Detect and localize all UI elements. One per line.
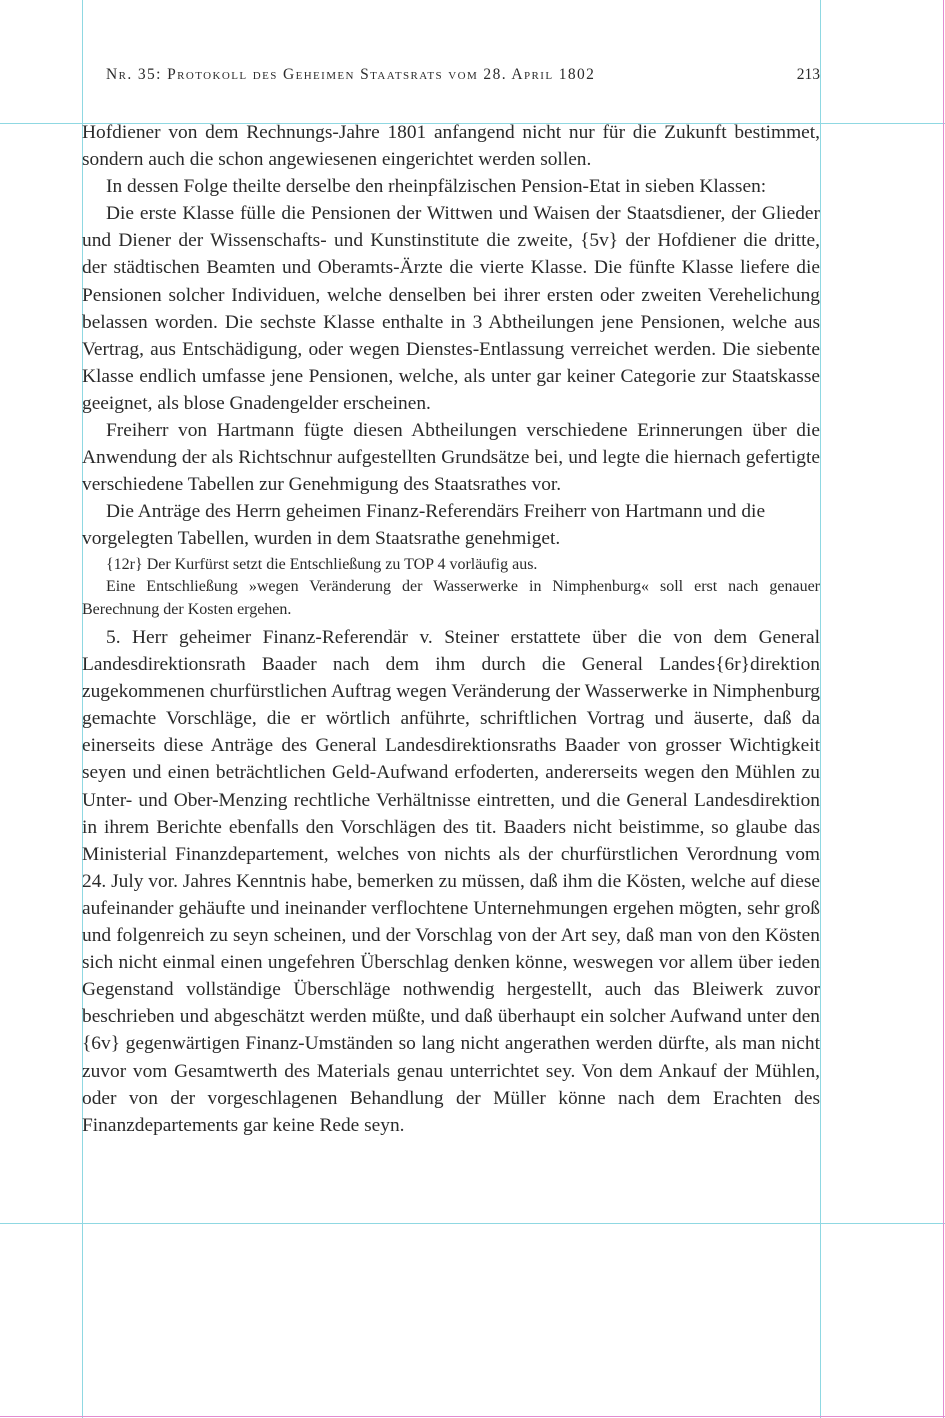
right-margin-guide (820, 0, 821, 1418)
paragraph-hartmann-remarks: Freiherr von Hartmann fügte diesen Abtheilungen verschiedene Erinnerungen über die Anwendung der als Richtschnur aufgestellten Grundsätze bei, und legte die hiernach gefertigte verschiedene Tabellen zur Genehmigung des Staatsrathes vor. (82, 420, 820, 496)
paragraph-pension-classes-intro: In dessen Folge theilte derselbe den rheinpfälzischen Pension-Etat in sieben Klassen: (106, 176, 767, 198)
paragraph-approval: Die Anträge des Herrn geheimen Finanz-Referendärs Freiherr von Hartmann und die vorgelegten Tabellen, wurden in dem Staatsrathe genehmiget. (82, 501, 766, 550)
body-text (82, 119, 820, 1139)
page-edge-right-guide (943, 0, 944, 1418)
paragraph-resolution-note: {12r} Der Kurfürst setzt die Entschließung zu TOP 4 vorläufig aus. (106, 555, 538, 573)
paragraph-pension-classes: Die erste Klasse fülle die Pensionen der Wittwen und Waisen der Staatsdiener, der Glieder und Diener der Wissenschafts- und Kunstinstitute die zweite, {5v} der Hofdiener die dritte, der städtischen Beamten und Oberamts-Ärzte die vierte Klasse. Die fünfte Klasse liefere die Pensionen solcher Individuen, welche denselben bei ihrer ersten oder zweiten Verehelichung belassen worden. Die sechste Klasse enthalte in 3 Abtheilungen jene Pensionen, welche aus Vertrag, aus Entschädigung, oder wegen Dienstes-Entlassung verreichet werden. Die siebente Klasse endlich umfasse jene Pensionen, welche, als unter gar keiner Categorie zur Staatskasse geeignet, als blose Gnadengelder erscheinen. (82, 203, 820, 414)
page-number: 213 (796, 66, 820, 83)
bottom-margin-guide (0, 1223, 945, 1224)
page-edge-bottom-guide (0, 1416, 945, 1417)
running-head (106, 66, 820, 90)
paragraph-wasserwerke-note: Eine Entschließung »wegen Veränderung der Wasserwerke in Nimphenburg« soll erst nach genauer Berechnung der Kosten ergehen. (82, 578, 820, 618)
running-head-title: Nr. 35: Protokoll des Geheimen Staatsrats vom 28. April 1802 (106, 66, 596, 83)
paragraph-steiner-report: 5. Herr geheimer Finanz-Referendär v. Steiner erstattete über die von dem General Landesdirektionsrath Baader nach dem ihm durch die General Landes{6r}direktion zugekommenen churfürstlichen Auftrag wegen Veränderung der Wasserwerke in Nimphenburg gemachte Vorschläge, die er wörtlich anführte, schriftlichen Vortrag und äuserte, daß da einerseits diese Anträge des General Landesdirektionsraths Baader von grosser Wichtigkeit seyen und einen beträchtlichen Geld-Aufwand erfoderten, andererseits wegen den Mühlen zu Unter- und Ober-Menzing rechtliche Verhältnisse eintretten, und die General Landesdirektion in ihrem Berichte ebenfalls den Vorschlägen des tit. Baaders nicht beistimme, so glaube das Ministerial Finanzdepartement, welches von nichts als der churfürstlichen Verordnung vom 24. July vor. Jahres Kenntnis habe, bemerken zu müssen, daß ihm die Kösten, welche auf diese aufeinander gehäufte und ineinander verflochtene Unternehmungen ergehen mögten, sehr groß und folgenreich zu seyn scheinen, und der Vorschlag von der Art sey, daß man von den Kösten sich nicht einmal einen ungefehren Überschlag denken könne, weswegen vor allem über ieden Gegenstand vollständige Überschläge nothwendig hergestellt, auch das Bleiwerk zuvor beschrieben und abgeschätzt werden müßte, und daß überhaupt ein solcher Aufwand unter den {6v} gegenwärtigen Finanz-Umständen so lang nicht angerathen werden dürfte, als man nicht zuvor vom Gesamtwerth des Materials genau unterrichtet sey. Von dem Ankauf der Mühlen, oder von der vorgeschlagenen Behandlung der Müller könne nach dem Erachten des Finanzdepartements gar keine Rede seyn. (82, 627, 820, 1136)
paragraph-continuation: Hofdiener von dem Rechnungs-Jahre 1801 anfangend nicht nur für die Zukunft bestimmet, sondern auch die schon angewiesenen eingerichtet werden sollen. (82, 122, 820, 171)
